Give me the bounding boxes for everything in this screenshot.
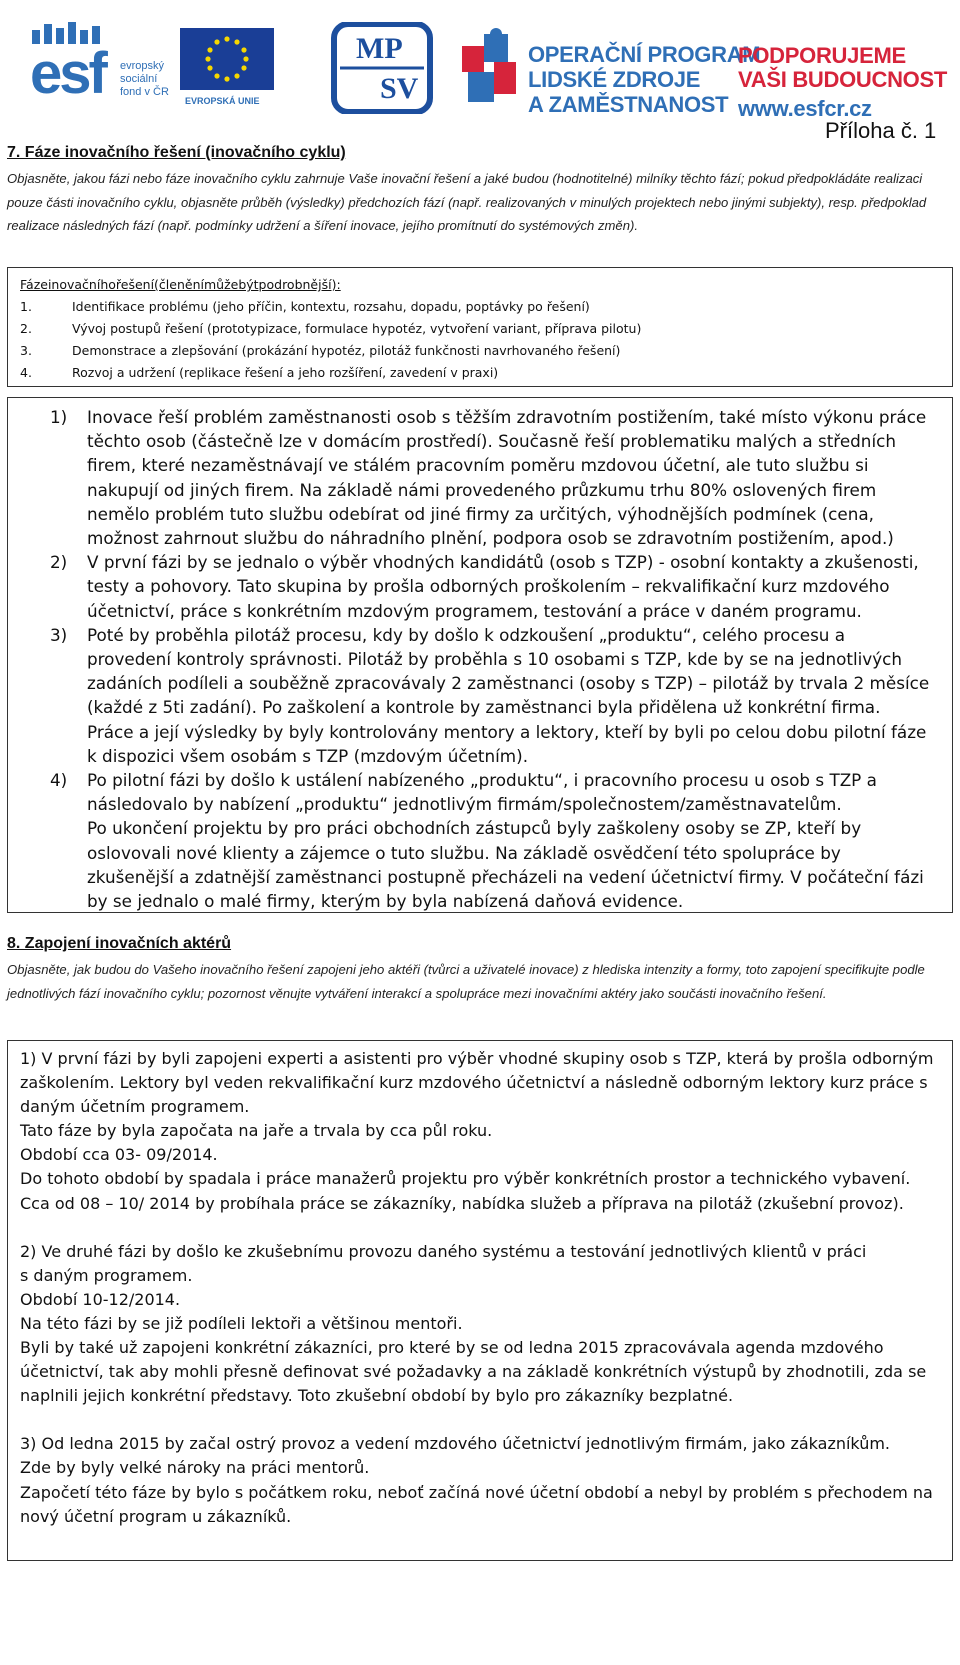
op-lzz-logo (458, 24, 761, 117)
phase-3-paragraph: 3) Od ledna 2015 by začal ostrý provoz a vedení mzdového účetnictví jednotlivým firmám, jako zákazníkům. Zde by byly velké nároky na práci mentorů. Započetí této fáze by bylo s počátkem roku, neboť začíná nové účetní období a nebyl by problém s přechodem na nový účetní program u zákazníků. (20, 1434, 933, 1526)
section-8-instructions: Objasněte, jak budou do Vašeho inovačního řešení zapojeni jeho aktéři (tvůrci a uživatelé inovace) z hlediska intenzity a formy, toto zapojení specifikujte podle jednotlivých fází inovačního cyklu; pozornost věnujte vytváření interakcí a spolupráce mezi inovačními aktéry jako součásti inovačního řešení. (7, 962, 925, 1001)
podporujeme-logo (738, 30, 947, 121)
mpsv-text-bottom: SV (380, 72, 419, 105)
phase-text: Rozvoj a udržení (replikace řešení a jeho rozšíření, zavedení v praxi) (72, 365, 499, 380)
phase-text: Vývoj postupů řešení (prototypizace, formulace hypotéz, vytvoření variant, příprava pilotu) (72, 321, 642, 336)
answer-number: 1) (50, 407, 68, 427)
podporujeme-line-2: VAŠI BUDOUCNOST (738, 67, 947, 92)
phase-item (20, 362, 940, 384)
phase-2-paragraph: 2) Ve druhé fázi by došlo ke zkušebnímu provozu daného systému a testování jednotlivých klientů v práci s daným programem. Období 10-12/2014. Na této fázi by se již podíleli lektoři a většinou mentoři. Byli by také už zapojeni konkrétní zákazníci, pro které by se od ledna 2015 zpracovávala agenda mzdového účetnictví, tak aby mohli přesně definovat své požadavky a na základě konkrétních výstupů by zhodnotili, zda se naplnili jejich konkrétní představy. Toto zkušební období by bylo pro zákazníky bezplatné. (20, 1241, 927, 1406)
answer-number: 2) (50, 552, 68, 573)
op-title-line-2: LIDSKÉ ZDROJE (528, 67, 701, 92)
answer-item (50, 405, 932, 550)
phases-box (7, 267, 953, 387)
paragraph-gap (20, 1408, 938, 1432)
section-8-answer-box (7, 1040, 953, 1561)
esf-eu-logo (28, 22, 288, 112)
section-7-title: 7. Fáze inovačního řešení (inovačního cyklu) (7, 144, 346, 161)
phase-1-paragraph: 1) V první fázi by byli zapojeni experti a asistenti pro výběr vhodné skupiny osob s TZP, která by prošla odborným zaškolením. Lektory byl veden rekvalifikační kurz mzdového účetnictví a následně odborným lektory kurz práce s daným účetním programem. Tato fáze by byla započata na jaře a trvala by cca půl roku. Období cca 03- 09/2014. Do tohoto období by spadala i práce manažerů projektu pro výběr konkrétních prostor a technického vybavení. Cca od 08 – 10/ 2014 by probíhala práce se zákazníky, nabídka služeb a příprava na pilotáž (zkušební provoz). (20, 1049, 934, 1213)
answer-item (50, 768, 932, 913)
puzzle-person-icon (458, 24, 528, 112)
op-title-line-3: A ZAMĚSTNANOST (528, 92, 729, 117)
section-8-title: 8. Zapojení inovačních aktérů (7, 935, 232, 952)
answer-text: Po pilotní fázi by došlo k ustálení nabízeného „produktu“, i pracovního procesu u osob s TZP a následovalo by nabízení „produktu“ jednotlivým firmám/společnostem/zaměstnavatelům. Po ukončení projektu by pro práci obchodních zástupců byly zaškoleny osoby se ZP, kteří by oslovovali nové klienty a zájemce o tuto službu. Na základě osvědčení této spolupráce by zkušenější a zdatnější zaměstnanci postupně přecházeli na vedení účetnictví firmy. V počáteční fázi by se jednalo o malé firmy, kterým by byla nabízená daňová evidence. (87, 770, 924, 912)
eu-caption: EVROPSKÁ UNIE (185, 96, 260, 106)
phase-item (20, 318, 940, 340)
phase-item (20, 296, 940, 318)
phase-number: 3. (20, 343, 32, 358)
op-title-line-1: OPERAČNÍ PROGRAM (528, 42, 761, 67)
section-7-answer-box (7, 397, 953, 913)
answer-text: Inovace řeší problém zaměstnanosti osob s těžším zdravotním postižením, také místo výkonu práce těchto osob (částečně lze v domácím prostředí). Současně řeší problematiku malých a středních firem, které nezaměstnávají ve stálém pracovním poměru mzdovou účetní, ale tuto službu si nakupují od jiných firem. Na základě námi provedeného průzkumu trhu 80% oslovených firem nemělo problém tuto službu odebírat od jiné firmy za určitých, výhodnějších podmínek (cena, možnost zahrnout službu do náhradního plnění, podpora osob se zdravotním postižením, apod.) (87, 407, 927, 549)
phase-item (20, 340, 940, 362)
annex-label: Příloha č. 1 (825, 118, 937, 143)
phase-text: Identifikace problému (jeho příčin, kontextu, rozsahu, dopadu, poptávky po řešení) (72, 299, 590, 314)
logo-banner (28, 14, 947, 121)
answer-text: V první fázi by se jednalo o výběr vhodných kandidátů (osob s TZP) - osobní kontakty a zkušenosti, testy a pohovory. Tato skupina by prošla odborných proškolením – rekvalifikační kurz mzdového účetnictví, práce s konkrétním mzdovým programem, testování a práce v daném programu. (87, 552, 919, 621)
answer-text: Poté by proběhla pilotáž procesu, kdy by došlo k odzkoušení „produktu“, celého procesu a provedení kontroly správnosti. Pilotáž by proběhla s 10 osobami s TZP, kde by se na jednotlivých zadáních podíleli a souběžně zpracovávaly 2 zaměstnanci (osoby s TZP) – pilotáž by trvala 2 měsíce (každé z 5ti zadání). Po zaškolení a kontrole by zaměstnanci byla přidělena už konkrétní firma. Práce a její výsledky by byly kontrolovány mentory a lektory, kteří by byli po celou dobu pilotní fáze k dispozici všem osobám s TZP (mzdovým účetním). (87, 624, 930, 766)
answer-item (50, 550, 932, 623)
answer-item (50, 623, 932, 768)
phase-number: 1. (20, 299, 32, 314)
phases-title: Fázeinovačníhořešení(členěnímůžebýtpodrobnější): (20, 277, 341, 292)
mpsv-text-top: MP (356, 32, 403, 65)
podporujeme-line-1: PODPORUJEME (738, 43, 906, 68)
esf-caption-2: sociální (120, 73, 158, 85)
esf-caption-1: evropský (120, 60, 165, 72)
phase-number: 4. (20, 365, 32, 380)
mpsv-logo (328, 22, 436, 114)
answer-number: 3) (50, 624, 68, 645)
phase-text: Demonstrace a zlepšování (prokázání hypotéz, pilotáž funkčnosti navrhovaného řešení) (72, 343, 621, 358)
esfcr-url: www.esfcr.cz (738, 96, 872, 121)
esf-caption-3: fond v ČR (120, 86, 169, 98)
answer-number: 4) (50, 770, 68, 791)
section-7-instructions: Objasněte, jakou fázi nebo fáze inovačního cyklu zahrnuje Vaše inovační řešení a jaké budou (hodnotitelné) milníky těchto fází; pokud předpokládáte realizaci pouze části inovačního cyklu, objasněte průběh (výsledky) předchozích fází (např. realizovaných v minulých projektech nebo jinými subjekty), resp. předpoklad realizace následných fází (např. podmínky udržení a šíření inovace, jejího promítnutí do systémových změn). (7, 171, 927, 233)
phase-number: 2. (20, 321, 32, 336)
paragraph-gap (20, 1216, 938, 1240)
esf-wordmark: esf (30, 41, 105, 106)
